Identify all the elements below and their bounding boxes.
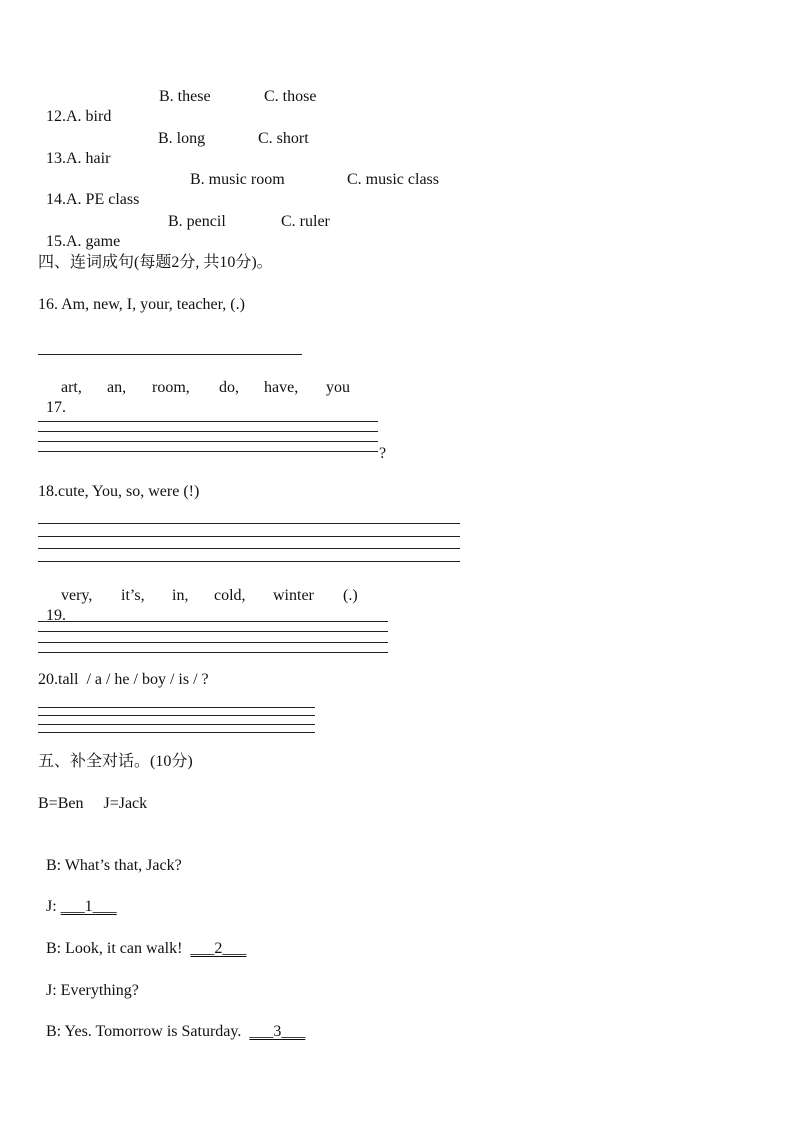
answer-line	[38, 451, 378, 452]
answer-line	[38, 642, 388, 643]
answer-line	[38, 715, 315, 716]
option-b: B. long	[158, 130, 206, 147]
answer-line	[38, 431, 378, 432]
answer-blank-2[interactable]: ___2___	[190, 940, 247, 957]
option-a: A. PE class	[66, 191, 140, 208]
word: an,	[107, 379, 127, 396]
dialogue-line	[38, 919, 246, 959]
section-5-heading: 五、补全对话。(10分)	[38, 753, 193, 770]
word: it’s,	[121, 587, 145, 604]
answer-line	[38, 707, 315, 708]
word: cold,	[214, 587, 246, 604]
question-number: 13.	[46, 150, 66, 167]
answer-line	[38, 621, 388, 622]
word: you	[326, 379, 350, 396]
option-c: C. ruler	[281, 213, 330, 230]
word: (.)	[343, 587, 358, 604]
word: have,	[264, 379, 299, 396]
question-number: 17.	[46, 399, 66, 416]
dialogue-line	[38, 877, 117, 917]
word: art,	[61, 379, 82, 396]
answer-line	[38, 631, 388, 632]
question-number: 19.	[46, 607, 66, 624]
option-b: B. these	[159, 88, 211, 105]
answer-line	[38, 354, 302, 355]
dialogue-text: B: Look, it can walk!	[46, 940, 191, 957]
answer-line	[38, 523, 460, 524]
question-18: 18.cute, You, so, were (!)	[38, 483, 200, 500]
question-number: 12.	[46, 108, 66, 125]
question-20: 20.tall / a / he / boy / is / ?	[38, 671, 209, 688]
answer-line	[38, 441, 378, 442]
option-c: C. those	[264, 88, 317, 105]
word: very,	[61, 587, 93, 604]
option-a: A. hair	[66, 150, 111, 167]
answer-blank-3[interactable]: ___3___	[249, 1023, 306, 1040]
dialogue-line	[38, 961, 139, 1001]
answer-line	[38, 421, 378, 422]
answer-line	[38, 732, 315, 733]
answer-line	[38, 561, 460, 562]
option-b: B. music room	[190, 171, 285, 188]
word: room,	[152, 379, 190, 396]
roles-legend: B=Ben J=Jack	[38, 795, 148, 812]
option-c: C. short	[258, 130, 309, 147]
option-c: C. music class	[347, 171, 439, 188]
question-number: 14.	[46, 191, 66, 208]
answer-line	[38, 536, 460, 537]
dialogue-text: J: Everything?	[46, 982, 139, 999]
option-a: A. game	[66, 233, 121, 250]
question-16: 16. Am, new, I, your, teacher, (.)	[38, 296, 245, 313]
word: in,	[172, 587, 189, 604]
option-a: A. bird	[66, 108, 112, 125]
answer-blank-1[interactable]: ___1___	[60, 898, 117, 915]
word: winter	[273, 587, 314, 604]
word: do,	[219, 379, 239, 396]
answer-line	[38, 724, 315, 725]
option-b: B. pencil	[168, 213, 226, 230]
section-4-heading: 四、连词成句(每题2分, 共10分)。	[38, 254, 273, 271]
dialogue-line	[38, 836, 182, 876]
answer-line	[38, 548, 460, 549]
dialogue-text: J:	[46, 898, 61, 915]
dialogue-text: B: Yes. Tomorrow is Saturday.	[46, 1023, 250, 1040]
answer-line	[38, 652, 388, 653]
dialogue-text: B: What’s that, Jack?	[46, 857, 182, 874]
question-mark: ?	[379, 445, 387, 462]
question-number: 15.	[46, 233, 66, 250]
dialogue-line	[38, 1002, 305, 1042]
